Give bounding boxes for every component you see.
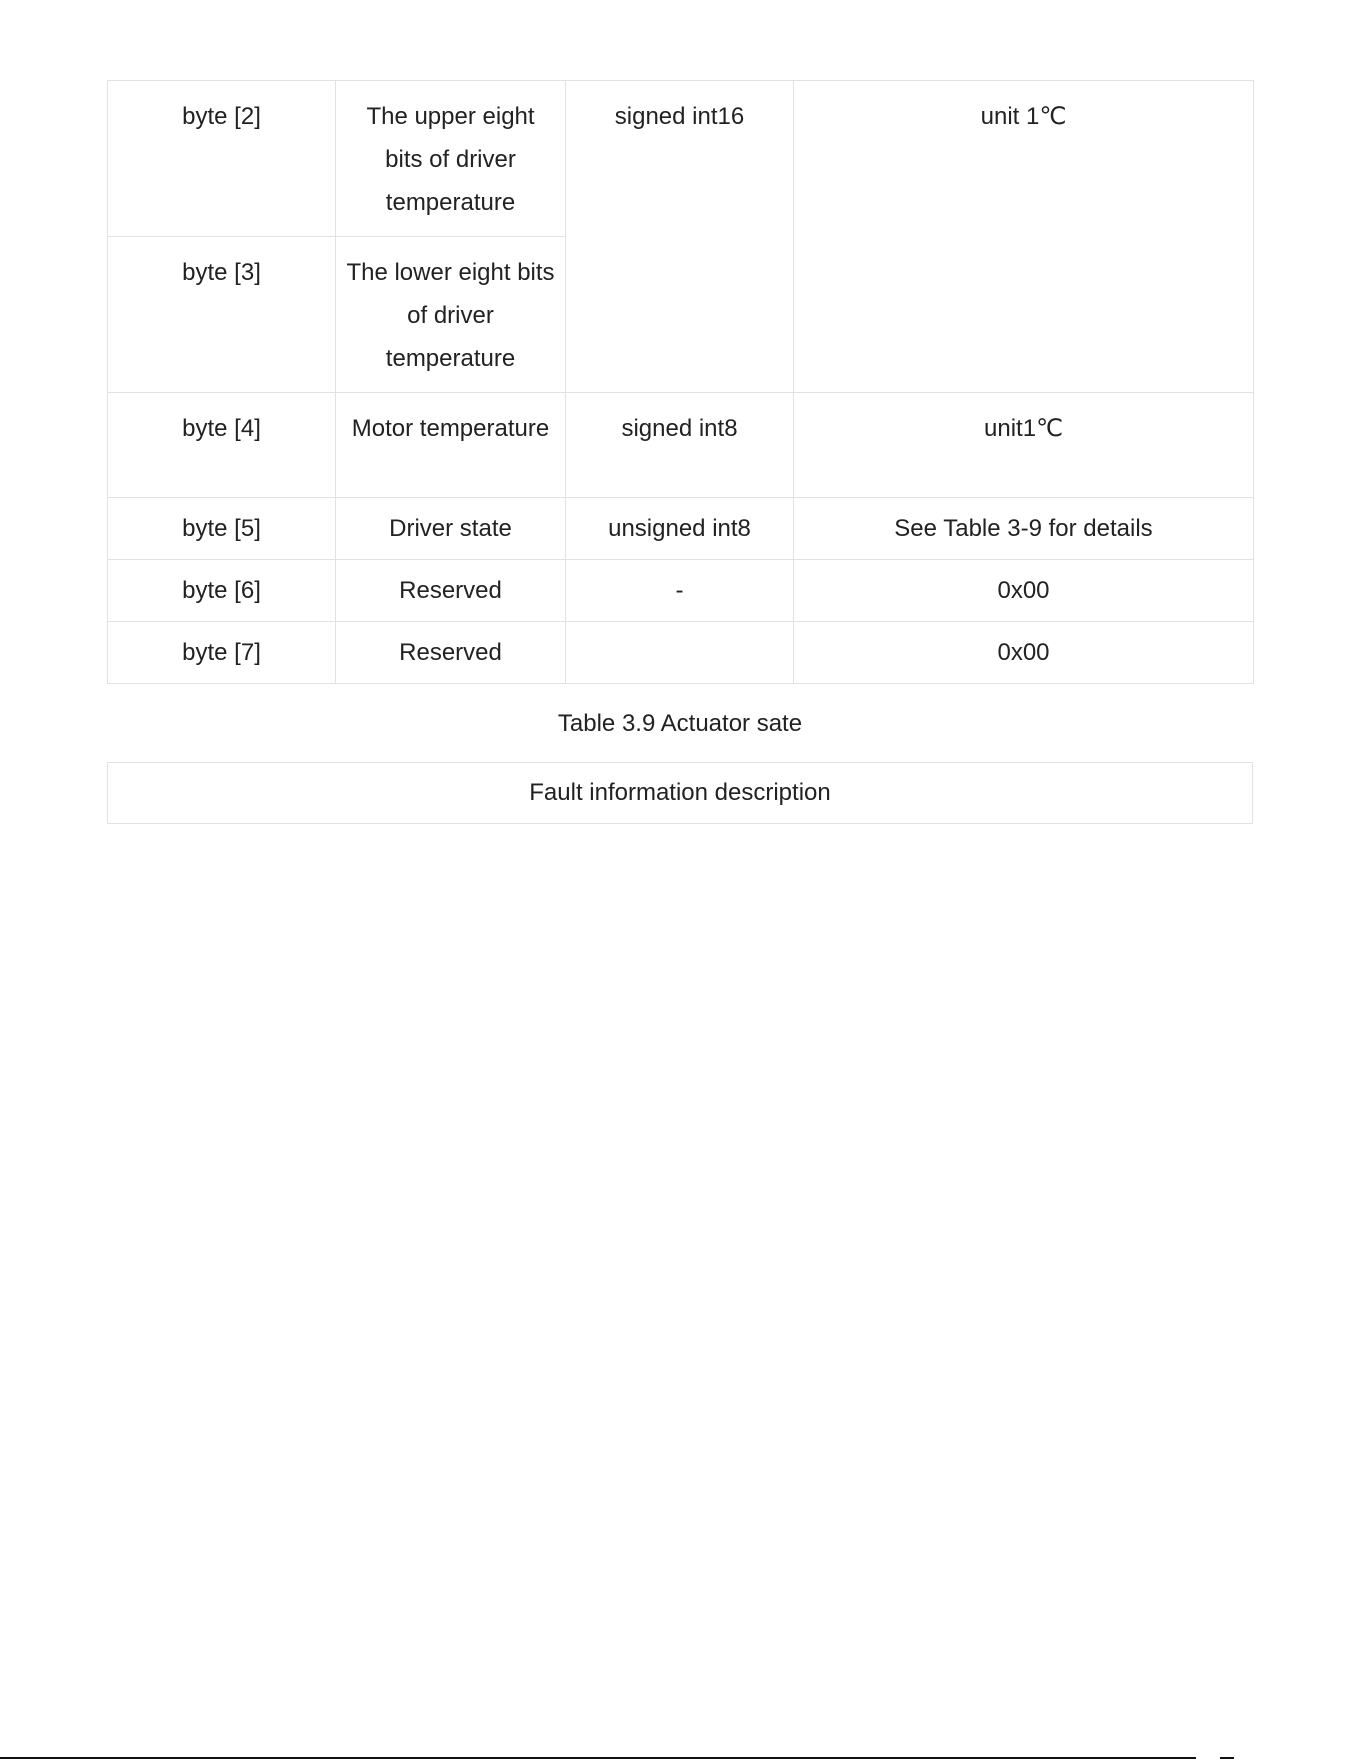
table-row bbox=[108, 498, 1254, 560]
byte-cell: byte [6] bbox=[108, 560, 336, 622]
type-cell: - bbox=[566, 560, 794, 622]
type-cell: signed int16 bbox=[566, 81, 794, 393]
byte-cell: byte [7] bbox=[108, 622, 336, 684]
byte-cell: byte [3] bbox=[108, 237, 336, 393]
byte-definition-table bbox=[107, 80, 1254, 684]
fault-table-header: Fault information description bbox=[108, 763, 1253, 824]
table-caption: Table 3.9 Actuator sate bbox=[557, 710, 803, 737]
remarks-cell: unit 1℃ bbox=[794, 81, 1254, 393]
content-cell: Reserved bbox=[336, 622, 566, 684]
table-row bbox=[108, 393, 1254, 498]
table-row bbox=[108, 81, 1254, 237]
content-cell: Motor temperature bbox=[336, 393, 566, 498]
table-row bbox=[108, 763, 1253, 824]
footer-divider bbox=[0, 1757, 1196, 1759]
type-cell: unsigned int8 bbox=[566, 498, 794, 560]
footer-mark bbox=[1220, 1757, 1234, 1759]
remarks-cell: 0x00 bbox=[794, 560, 1254, 622]
content-cell: Driver state bbox=[336, 498, 566, 560]
table-row bbox=[108, 622, 1254, 684]
remarks-cell: unit1℃ bbox=[794, 393, 1254, 498]
remarks-cell: See Table 3-9 for details bbox=[794, 498, 1254, 560]
byte-cell: byte [5] bbox=[108, 498, 336, 560]
content-cell: The lower eight bits of driver temperature bbox=[336, 237, 566, 393]
type-cell: signed int8 bbox=[566, 393, 794, 498]
byte-cell: byte [4] bbox=[108, 393, 336, 498]
remarks-cell: 0x00 bbox=[794, 622, 1254, 684]
type-cell bbox=[566, 622, 794, 684]
fault-information-table bbox=[107, 762, 1253, 824]
content-cell: The upper eight bits of driver temperature bbox=[336, 81, 566, 237]
byte-cell: byte [2] bbox=[108, 81, 336, 237]
table-row bbox=[108, 560, 1254, 622]
content-cell: Reserved bbox=[336, 560, 566, 622]
